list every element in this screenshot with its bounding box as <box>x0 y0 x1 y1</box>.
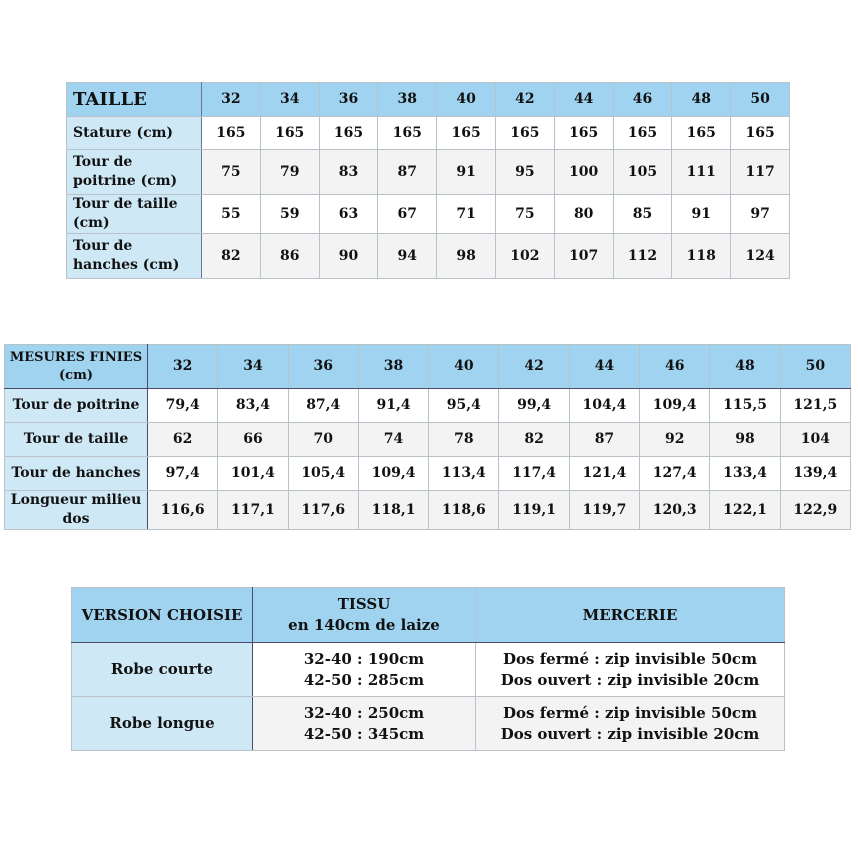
table-cell: 122,1 <box>710 491 780 530</box>
table-cell: 85 <box>613 195 672 234</box>
size-column-header: 38 <box>358 345 428 389</box>
table-cell: 165 <box>495 117 554 150</box>
size-column-header: 34 <box>260 83 319 117</box>
finished-header-label: MESURES FINIES (cm) <box>5 345 148 389</box>
size-column-header: 32 <box>202 83 261 117</box>
table-cell: 112 <box>613 234 672 279</box>
table-row <box>5 389 851 423</box>
table-cell: 118,6 <box>429 491 499 530</box>
size-header-label: TAILLE <box>67 83 202 117</box>
table-cell: 91 <box>672 195 731 234</box>
size-column-header: 36 <box>319 83 378 117</box>
size-column-header: 44 <box>554 83 613 117</box>
table-cell: 104,4 <box>569 389 639 423</box>
size-column-header: 40 <box>429 345 499 389</box>
row-label: Tour de poitrine (cm) <box>67 150 202 195</box>
table-cell: 97,4 <box>148 457 218 491</box>
table-cell: 165 <box>613 117 672 150</box>
table-cell: 75 <box>495 195 554 234</box>
row-label: Stature (cm) <box>67 117 202 150</box>
size-column-header: 42 <box>499 345 569 389</box>
table-cell: 165 <box>202 117 261 150</box>
version-label: Robe courte <box>72 643 253 697</box>
table-row <box>67 195 790 234</box>
table-cell: 87,4 <box>288 389 358 423</box>
table-cell: 118 <box>672 234 731 279</box>
table-cell: 99,4 <box>499 389 569 423</box>
table-cell: 83 <box>319 150 378 195</box>
table-cell: 104 <box>780 423 850 457</box>
mercerie-cell <box>476 697 785 751</box>
table-cell: 59 <box>260 195 319 234</box>
size-column-header: 48 <box>672 83 731 117</box>
mercerie-line: Dos ouvert : zip invisible 20cm <box>500 670 760 689</box>
mercerie-line: Dos fermé : zip invisible 50cm <box>503 703 757 722</box>
table-row <box>72 643 785 697</box>
table-cell: 124 <box>731 234 790 279</box>
table-cell: 97 <box>731 195 790 234</box>
size-column-header: 32 <box>148 345 218 389</box>
table-cell: 63 <box>319 195 378 234</box>
tissu-header-title: TISSU <box>337 595 391 613</box>
table-cell: 127,4 <box>640 457 710 491</box>
table-cell: 80 <box>554 195 613 234</box>
table-row <box>5 423 851 457</box>
table-cell: 78 <box>429 423 499 457</box>
table-cell: 83,4 <box>218 389 288 423</box>
table-cell: 92 <box>640 423 710 457</box>
table-cell: 165 <box>260 117 319 150</box>
table-cell: 165 <box>731 117 790 150</box>
table-cell: 74 <box>358 423 428 457</box>
table-cell: 82 <box>202 234 261 279</box>
table-cell: 116,6 <box>148 491 218 530</box>
table-cell: 117,1 <box>218 491 288 530</box>
table-cell: 121,4 <box>569 457 639 491</box>
table-cell: 86 <box>260 234 319 279</box>
table-cell: 62 <box>148 423 218 457</box>
table-cell: 79,4 <box>148 389 218 423</box>
table-cell: 119,7 <box>569 491 639 530</box>
size-column-header: 40 <box>437 83 496 117</box>
tissu-header <box>253 588 476 643</box>
table-cell: 105 <box>613 150 672 195</box>
row-label: Tour de hanches (cm) <box>67 234 202 279</box>
size-column-header: 38 <box>378 83 437 117</box>
table-cell: 98 <box>437 234 496 279</box>
table-cell: 122,9 <box>780 491 850 530</box>
size-column-header: 50 <box>731 83 790 117</box>
table-cell: 165 <box>378 117 437 150</box>
table-cell: 98 <box>710 423 780 457</box>
table-cell: 119,1 <box>499 491 569 530</box>
table-cell: 133,4 <box>710 457 780 491</box>
table-cell: 67 <box>378 195 437 234</box>
table-cell: 118,1 <box>358 491 428 530</box>
table-cell: 102 <box>495 234 554 279</box>
table-cell: 70 <box>288 423 358 457</box>
table-cell: 87 <box>569 423 639 457</box>
mercerie-cell <box>476 643 785 697</box>
table-row <box>5 491 851 530</box>
table-header-row <box>72 588 785 643</box>
table-cell: 105,4 <box>288 457 358 491</box>
table-cell: 117,4 <box>499 457 569 491</box>
table-cell: 113,4 <box>429 457 499 491</box>
tissu-line: 42-50 : 285cm <box>303 670 425 689</box>
row-label: Tour de poitrine <box>5 389 148 423</box>
row-label: Tour de hanches <box>5 457 148 491</box>
table-cell: 94 <box>378 234 437 279</box>
tissu-cell <box>253 697 476 751</box>
row-label: Tour de taille <box>5 423 148 457</box>
table-row <box>5 457 851 491</box>
table-cell: 165 <box>672 117 731 150</box>
row-label: Longueur milieu dos <box>5 491 148 530</box>
table-cell: 91 <box>437 150 496 195</box>
size-column-header: 48 <box>710 345 780 389</box>
table-cell: 82 <box>499 423 569 457</box>
table-cell: 111 <box>672 150 731 195</box>
table-cell: 66 <box>218 423 288 457</box>
table-cell: 117,6 <box>288 491 358 530</box>
table-cell: 75 <box>202 150 261 195</box>
table-cell: 79 <box>260 150 319 195</box>
table-cell: 165 <box>554 117 613 150</box>
row-label: Tour de taille (cm) <box>67 195 202 234</box>
size-column-header: 46 <box>640 345 710 389</box>
size-column-header: 44 <box>569 345 639 389</box>
table-cell: 117 <box>731 150 790 195</box>
table-cell: 121,5 <box>780 389 850 423</box>
fabric-notions-table <box>71 587 785 751</box>
version-label: Robe longue <box>72 697 253 751</box>
finished-measurements-table <box>4 344 851 530</box>
mercerie-line: Dos fermé : zip invisible 50cm <box>503 649 757 668</box>
tissu-line: 32-40 : 250cm <box>303 703 425 722</box>
body-measurements-table <box>66 82 790 279</box>
table-cell: 115,5 <box>710 389 780 423</box>
size-column-header: 46 <box>613 83 672 117</box>
size-column-header: 50 <box>780 345 850 389</box>
table-cell: 100 <box>554 150 613 195</box>
table-cell: 109,4 <box>640 389 710 423</box>
size-column-header: 34 <box>218 345 288 389</box>
table-cell: 55 <box>202 195 261 234</box>
table-cell: 109,4 <box>358 457 428 491</box>
table-cell: 95,4 <box>429 389 499 423</box>
table-row <box>67 150 790 195</box>
mercerie-header: MERCERIE <box>476 588 785 643</box>
table-header-row <box>67 83 790 117</box>
table-row <box>72 697 785 751</box>
table-header-row <box>5 345 851 389</box>
table-row <box>67 234 790 279</box>
tissu-line: 42-50 : 345cm <box>303 724 425 743</box>
tissu-header-subtitle: en 140cm de laize <box>288 616 440 634</box>
table-cell: 95 <box>495 150 554 195</box>
table-cell: 107 <box>554 234 613 279</box>
size-column-header: 36 <box>288 345 358 389</box>
table-cell: 71 <box>437 195 496 234</box>
table-cell: 165 <box>319 117 378 150</box>
table-cell: 87 <box>378 150 437 195</box>
tissu-line: 32-40 : 190cm <box>303 649 425 668</box>
size-column-header: 42 <box>495 83 554 117</box>
table-cell: 90 <box>319 234 378 279</box>
table-cell: 101,4 <box>218 457 288 491</box>
tissu-cell <box>253 643 476 697</box>
table-cell: 91,4 <box>358 389 428 423</box>
table-cell: 139,4 <box>780 457 850 491</box>
table-cell: 165 <box>437 117 496 150</box>
table-cell: 120,3 <box>640 491 710 530</box>
table-row <box>67 117 790 150</box>
mercerie-line: Dos ouvert : zip invisible 20cm <box>500 724 760 743</box>
version-header: VERSION CHOISIE <box>72 588 253 643</box>
